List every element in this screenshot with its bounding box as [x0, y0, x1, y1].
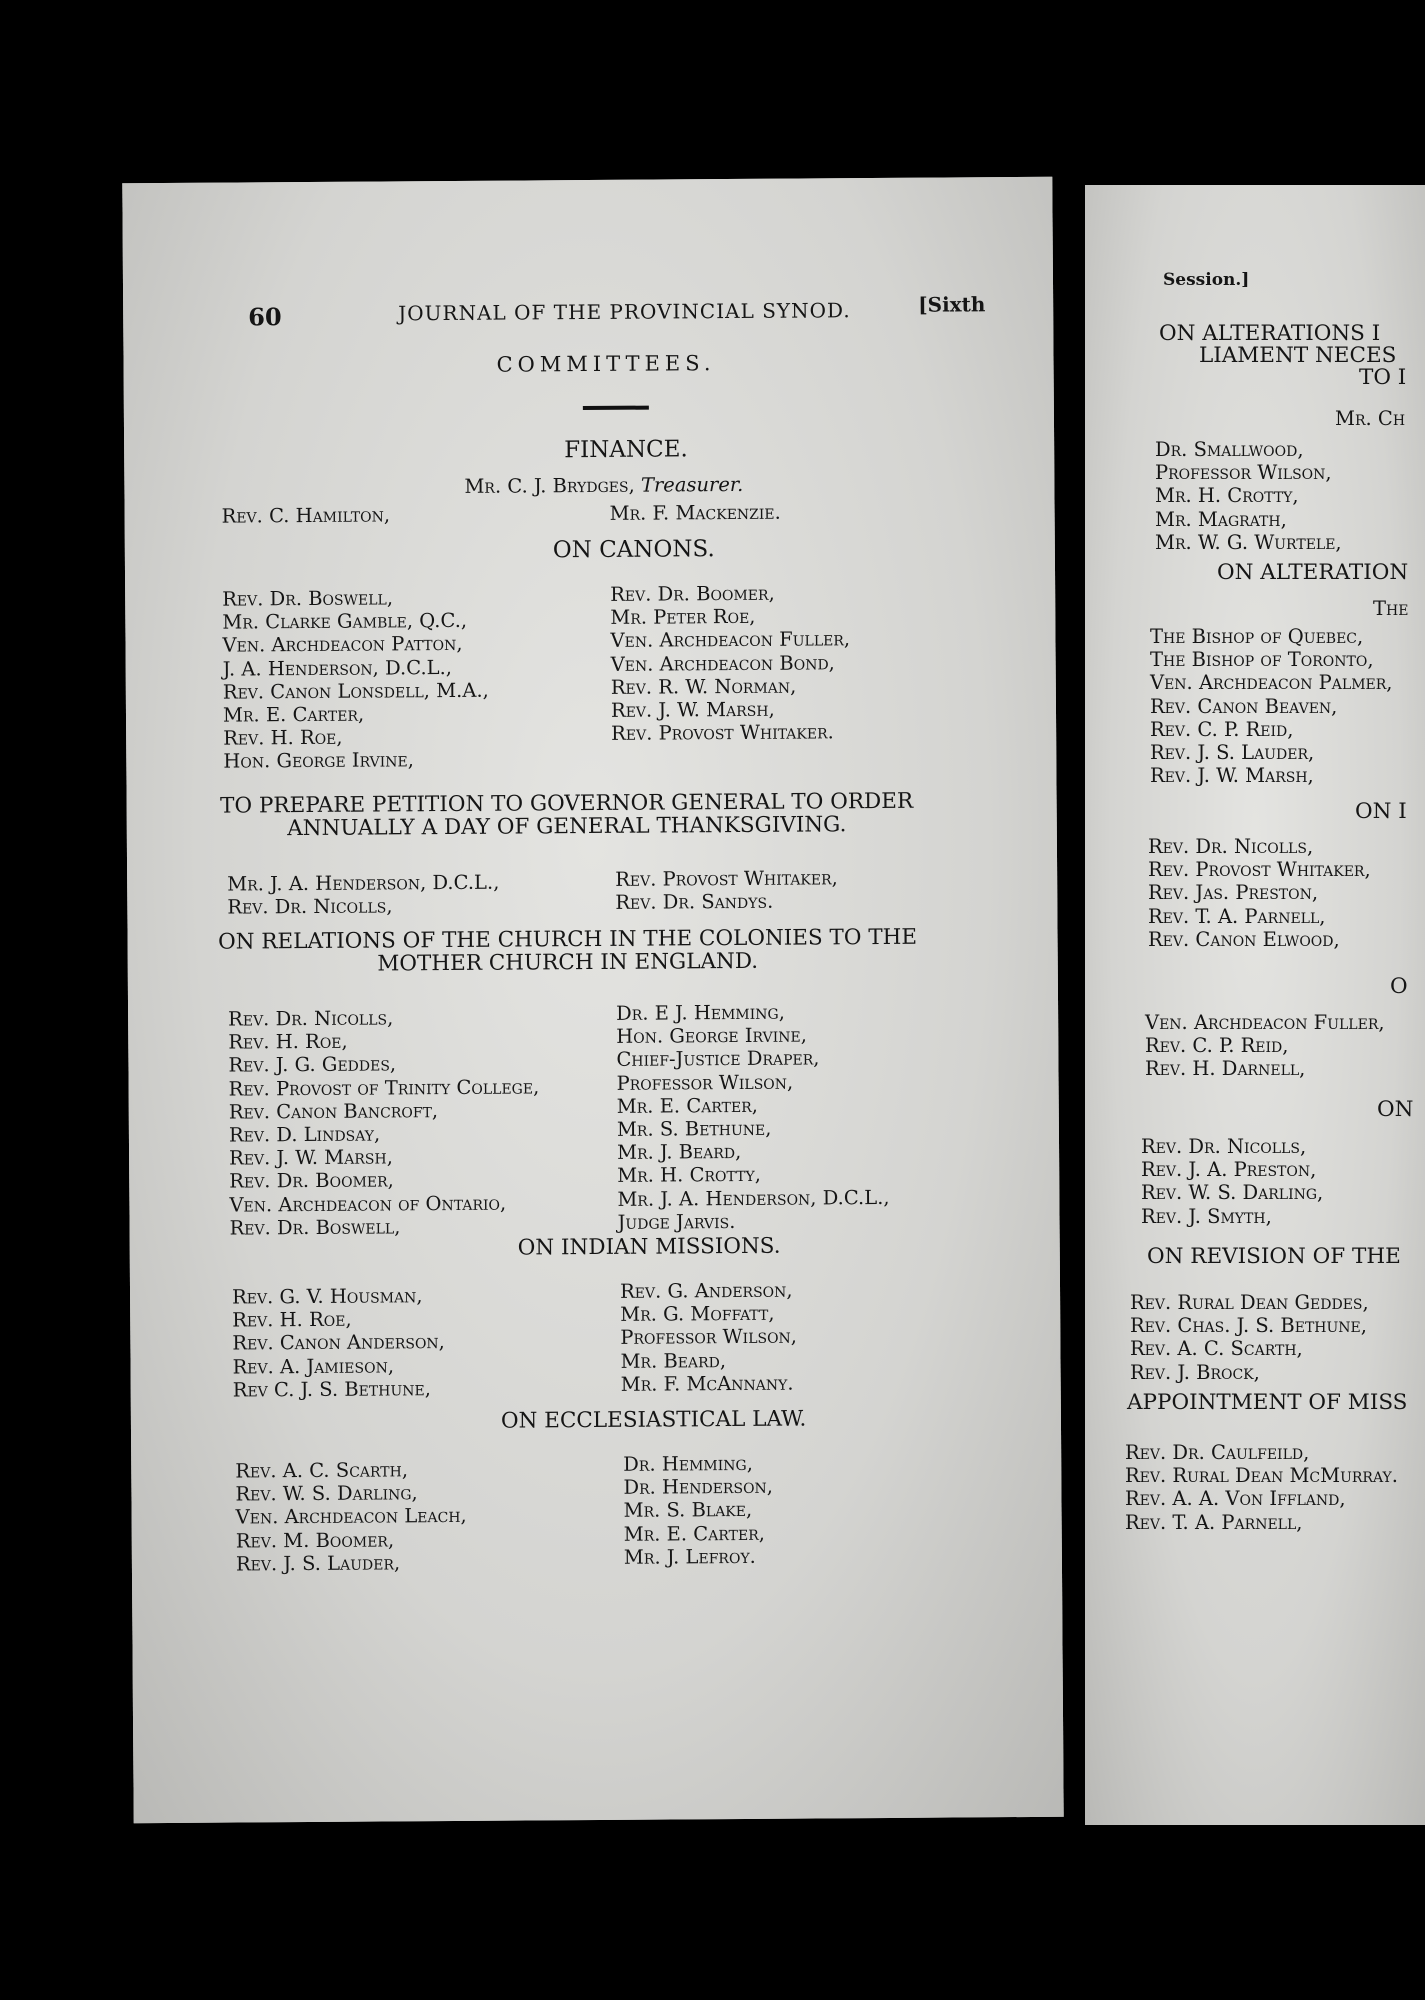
list-item: Rev. Dr. Nicolls, — [1148, 835, 1314, 858]
treasurer-name: Mr. C. J. Brydges, — [464, 473, 635, 498]
list-item: The Bishop of Quebec, — [1150, 625, 1364, 648]
list-item: Rev. Chas. J. S. Bethune, — [1130, 1314, 1367, 1338]
list-item: Rev. H. Roe, — [232, 1307, 352, 1332]
list-item: Rev. Dr. Boomer, — [229, 1168, 394, 1193]
list-item: Mr. S. Bethune, — [616, 1116, 772, 1141]
list-item: Rev. T. A. Parnell, — [1148, 904, 1326, 928]
list-item: Hon. George Irvine, — [223, 748, 415, 773]
list-item: Mr. Peter Roe, — [610, 605, 756, 630]
right-heading-4: O — [1390, 974, 1408, 999]
list-item: Mr. Clarke Gamble, Q.C., — [222, 609, 468, 634]
list-item: Rev. G. V. Housman, — [231, 1284, 423, 1309]
list-item: Rev. H. Roe, — [223, 725, 343, 750]
heading-line: TO PREPARE PETITION TO GOVERNOR GENERAL TO ORDER — [220, 788, 914, 819]
right-list-4 — [1145, 1011, 1385, 1081]
finance-member-right: Mr. F. Mackenzie. — [609, 500, 781, 525]
list-item: Judge Jarvis. — [617, 1209, 736, 1234]
right-running-head: Session.] — [1163, 270, 1250, 290]
list-item: Rev. J. A. Preston, — [1141, 1158, 1317, 1182]
finance-heading: FINANCE. — [564, 436, 688, 464]
list-item: Rev. J. W. Marsh, — [229, 1145, 393, 1170]
list-item: Professor Wilson, — [620, 1324, 798, 1350]
list-item: Mr. H. Crotty, — [617, 1163, 761, 1188]
list-item: Dr. Henderson, — [623, 1474, 774, 1500]
right-heading-2-sub: The — [1373, 597, 1409, 620]
right-page — [1085, 185, 1425, 1825]
list-item: Rev. Provost Whitaker, — [615, 866, 838, 891]
right-list-7 — [1125, 1441, 1398, 1534]
finance-member-left: Rev. C. Hamilton, — [221, 503, 391, 528]
list-item: Professor Wilson, — [1155, 461, 1332, 485]
list-item: Mr. W. G. Wurtele, — [1155, 530, 1342, 554]
petition-col2 — [615, 866, 838, 914]
list-item: Ven. Archdeacon Palmer, — [1150, 671, 1393, 695]
page-title: COMMITTEES. — [496, 351, 716, 377]
running-head: JOURNAL OF THE PROVINCIAL SYNOD. — [398, 298, 851, 326]
list-item: Ven. Archdeacon Leach, — [235, 1504, 467, 1529]
petition-col1 — [227, 871, 499, 919]
list-item: Ven. Archdeacon of Ontario, — [229, 1191, 507, 1217]
list-item: Rev. J. W. Marsh, — [1150, 764, 1314, 788]
list-item: Rev. Jas. Preston, — [1148, 881, 1319, 905]
list-item: Rev. D. Lindsay, — [228, 1122, 381, 1147]
list-item: Rev C. J. S. Bethune, — [232, 1376, 431, 1402]
list-item: Rev. Provost Whitaker, — [1148, 858, 1371, 882]
relations-col2 — [616, 1000, 890, 1234]
right-heading-1-sub: Mr. Ch — [1335, 407, 1406, 430]
right-heading-6: ON REVISION OF THE — [1147, 1244, 1401, 1269]
list-item: Rev. A. C. Scarth, — [235, 1458, 409, 1483]
list-item: Rev. A. Jamieson, — [232, 1354, 395, 1379]
list-item: Rev. Dr. Boswell, — [222, 586, 394, 611]
indian-col1 — [232, 1284, 445, 1401]
list-item: Rev. A. C. Scarth, — [1130, 1337, 1303, 1361]
heading-line: TO I — [1359, 365, 1407, 390]
list-item: Rev. J. S. Lauder, — [1150, 741, 1315, 765]
list-item: Professor Wilson, — [616, 1070, 794, 1095]
list-item: Mr. J. Lefroy. — [623, 1544, 756, 1569]
list-item: Rev. Provost Whitaker. — [611, 720, 834, 746]
right-heading-5: ON — [1377, 1097, 1414, 1122]
list-item: Rev. Dr. Nicolls, — [1141, 1135, 1307, 1158]
list-item: Rev. Dr. Boomer, — [610, 581, 775, 606]
list-item: Mr. E. Carter, — [623, 1521, 765, 1546]
right-list-5 — [1141, 1135, 1323, 1228]
list-item: Dr. E J. Hemming, — [616, 1000, 785, 1025]
running-head-right: [Sixth — [918, 292, 986, 317]
list-item: Rev. Canon Lonsdell, M.A., — [222, 678, 489, 704]
petition-heading — [207, 790, 927, 841]
right-list-3 — [1148, 835, 1371, 951]
list-item: Rev. Dr. Boswell, — [229, 1215, 401, 1240]
canons-heading: ON CANONS. — [552, 536, 715, 564]
list-item: Rev. J. S. Lauder, — [235, 1551, 401, 1576]
list-item: Rev. G. Anderson, — [619, 1278, 793, 1303]
list-item: Rev. Canon Beaven, — [1150, 694, 1338, 718]
list-item: Ven. Archdeacon Fuller, — [610, 627, 851, 653]
list-item: Rev. H. Darnell, — [1145, 1057, 1306, 1081]
list-item: Hon. George Irvine, — [616, 1023, 807, 1049]
indian-col2 — [620, 1279, 797, 1396]
heading-line: ON RELATIONS OF THE CHURCH IN THE COLONIES TO THE — [217, 924, 918, 955]
list-item: Ven. Archdeacon Patton, — [222, 632, 463, 657]
list-item: Mr. E. Carter, — [616, 1093, 758, 1118]
right-heading-7: APPOINTMENT OF MISS — [1127, 1390, 1408, 1415]
canons-col1 — [222, 586, 489, 773]
right-list-6 — [1130, 1291, 1369, 1384]
list-item: Mr. S. Blake, — [623, 1498, 753, 1523]
list-item: Rev. Canon Bancroft, — [228, 1098, 439, 1124]
page-number: 60 — [248, 302, 282, 332]
list-item: Dr. Smallwood, — [1155, 438, 1304, 461]
list-item: Rev. Rural Dean McMurray. — [1125, 1464, 1398, 1488]
list-item: Dr. Hemming, — [623, 1451, 753, 1476]
list-item: Chief-Justice Draper, — [616, 1046, 820, 1072]
list-item: Rev. Provost of Trinity College, — [228, 1074, 540, 1101]
right-list-2 — [1150, 625, 1393, 787]
ecclesiastical-col2 — [623, 1452, 773, 1569]
treasurer-role: Treasurer. — [640, 472, 744, 497]
ecclesiastical-heading: ON ECCLESIASTICAL LAW. — [500, 1406, 807, 1434]
list-item: Rev. Dr. Nicolls, — [228, 1006, 394, 1031]
list-item: Ven. Archdeacon Fuller, — [1145, 1011, 1385, 1034]
list-item: Rev. Dr. Nicolls, — [227, 894, 393, 919]
relations-col1 — [228, 1005, 540, 1239]
list-item: Rev. Dr. Caulfeild, — [1125, 1441, 1310, 1464]
list-item: Mr. H. Crotty, — [1155, 484, 1299, 508]
list-item: Rev. C. P. Reid, — [1150, 717, 1294, 741]
list-item: Rev. C. P. Reid, — [1145, 1034, 1289, 1058]
list-item: Rev. Canon Elwood, — [1148, 927, 1340, 951]
list-item: Mr. Magrath, — [1155, 507, 1287, 531]
list-item: Rev. Rural Dean Geddes, — [1130, 1291, 1369, 1314]
heading-line: ANNUALLY A DAY OF GENERAL THANKSGIVING. — [287, 812, 847, 842]
heading-line: MOTHER CHURCH IN ENGLAND. — [377, 948, 759, 977]
list-item: Rev. M. Boomer, — [235, 1528, 395, 1553]
list-item: Mr. J. A. Henderson, D.C.L., — [617, 1185, 890, 1211]
list-item: Mr. G. Moffatt, — [620, 1301, 775, 1327]
list-item: Mr. F. McAnnany. — [620, 1371, 794, 1396]
list-item: Rev. Dr. Sandys. — [615, 889, 774, 915]
list-item: Mr. J. A. Henderson, D.C.L., — [227, 870, 500, 896]
ecclesiastical-col1 — [235, 1458, 467, 1576]
relations-heading — [208, 926, 928, 977]
right-heading-1 — [1159, 323, 1406, 389]
list-item: Mr. Beard, — [620, 1348, 727, 1373]
list-item: Rev. W. S. Darling, — [235, 1481, 418, 1506]
list-item: Mr. J. Beard, — [616, 1140, 742, 1165]
list-item: Rev. H. Roe, — [228, 1029, 348, 1054]
heading-line: ON ALTERATIONS I — [1159, 321, 1381, 346]
list-item: Rev. A. A. Von Iffland, — [1125, 1487, 1346, 1511]
right-heading-3: ON I — [1355, 799, 1407, 824]
list-item: Rev. J. G. Geddes, — [228, 1052, 397, 1077]
title-rule — [583, 406, 649, 410]
list-item: Rev. W. S. Darling, — [1141, 1181, 1324, 1205]
list-item: J. A. Henderson, D.C.L., — [222, 655, 453, 681]
canons-col2 — [610, 581, 851, 745]
heading-line: LIAMENT NECES — [1199, 343, 1397, 368]
list-item: The Bishop of Toronto, — [1150, 648, 1374, 672]
left-page — [122, 177, 1063, 1823]
list-item: Rev. R. W. Norman, — [610, 674, 797, 699]
finance-treasurer — [464, 473, 743, 498]
indian-heading: ON INDIAN MISSIONS. — [517, 1233, 781, 1261]
list-item: Rev. J. Brock, — [1130, 1360, 1260, 1384]
list-item: Ven. Archdeacon Bond, — [610, 650, 835, 676]
right-list-1 — [1155, 438, 1342, 554]
list-item: Rev. J. W. Marsh, — [610, 697, 775, 722]
right-heading-2: ON ALTERATION — [1217, 560, 1409, 585]
list-item: Rev. J. Smyth, — [1141, 1204, 1272, 1228]
list-item: Rev. T. A. Parnell, — [1125, 1510, 1303, 1534]
list-item: Mr. E. Carter, — [222, 702, 365, 727]
list-item: Rev. Canon Anderson, — [232, 1330, 445, 1355]
